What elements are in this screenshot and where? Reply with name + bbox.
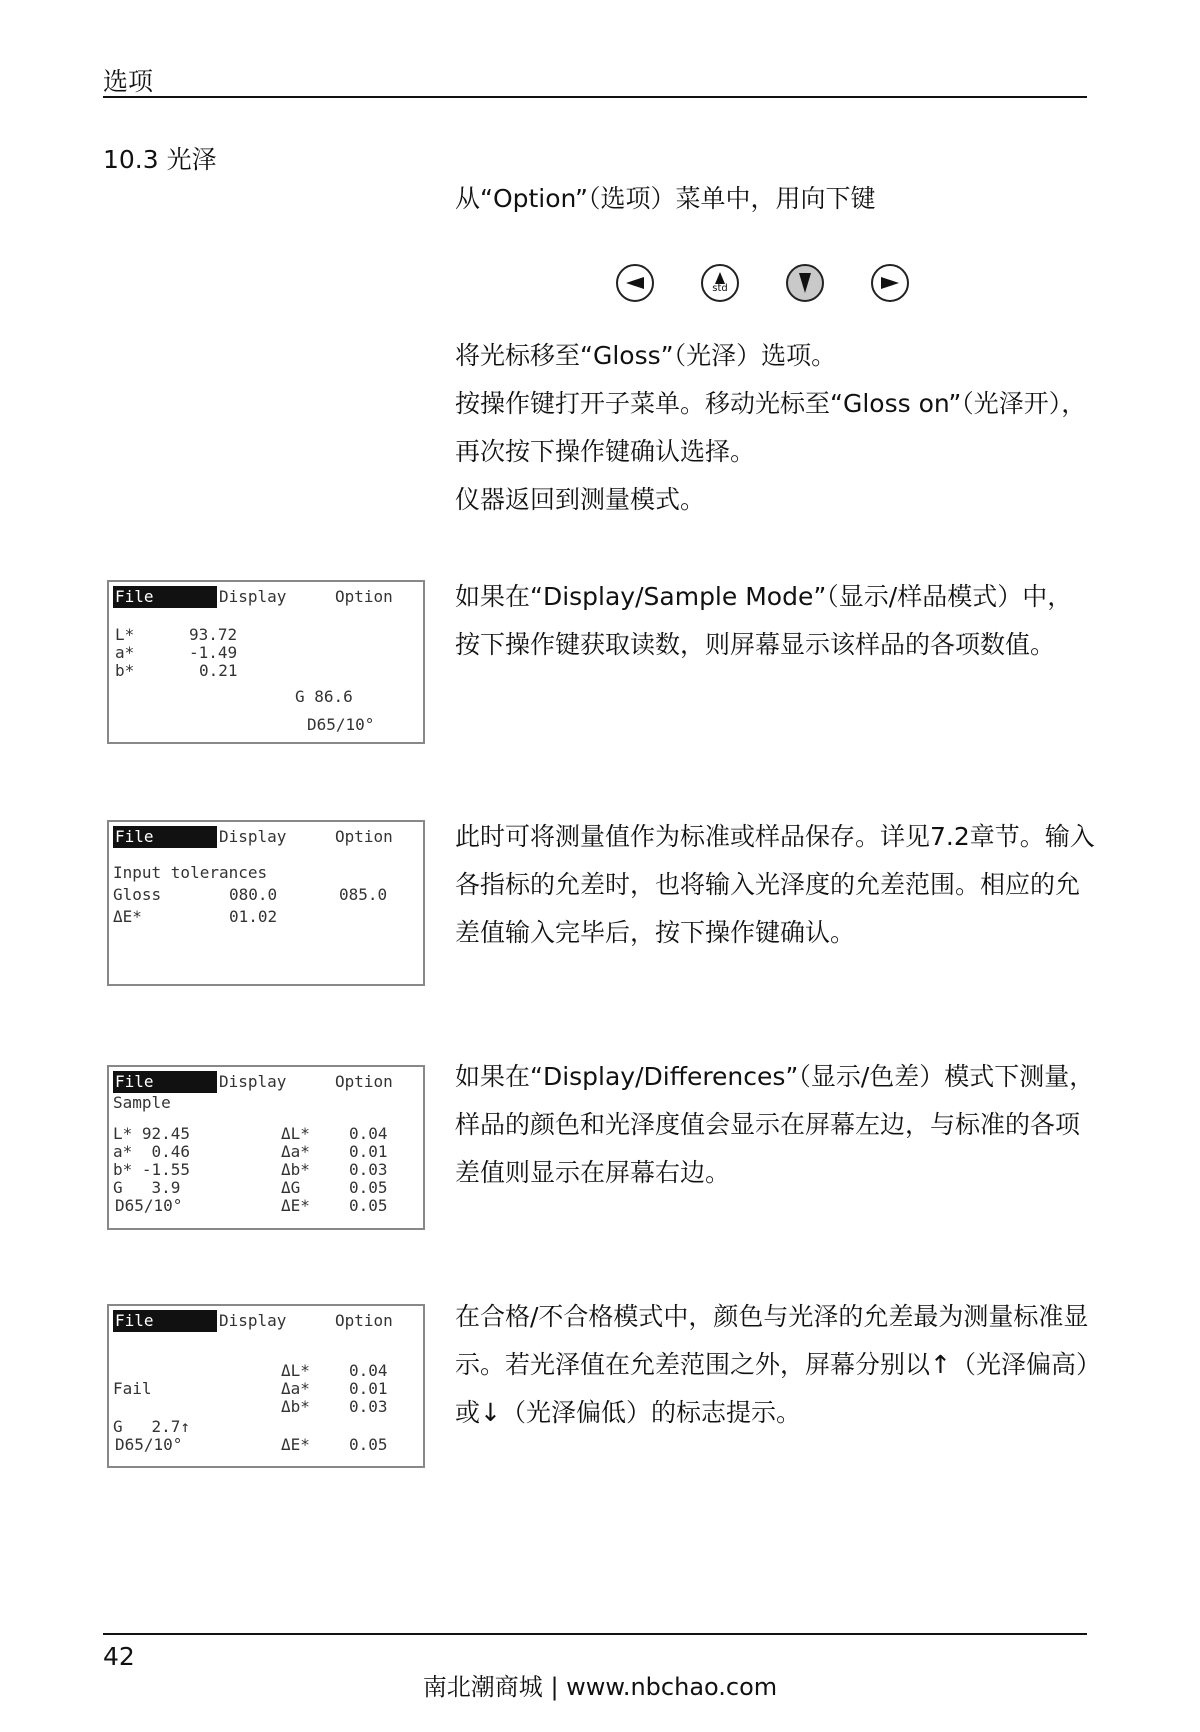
lcd-diff-label: ΔG [281, 1178, 301, 1197]
lcd-menu-file: File [113, 586, 217, 608]
paragraph-differences-text: 如果在“Display/Differences”（显示/色差）模式下测量，样品的颜色和光泽度值会显示在屏幕左边，与标准的各项差值则显示在屏幕右边。 [455, 1062, 1095, 1187]
lcd-diff-label: ΔL* [281, 1361, 310, 1380]
std-up-key [701, 264, 739, 302]
lcd-screen-tolerances [107, 820, 425, 986]
paragraph-sample-mode [455, 573, 1095, 669]
lcd-sample-title: Sample [113, 1093, 171, 1112]
step-1: 将光标移至“Gloss”（光泽）选项。 [455, 341, 837, 370]
lcd-screen-sample-mode [107, 580, 425, 744]
watermark: 南北潮商城 | www.nbchao.com [422, 1673, 778, 1701]
lcd-b-label: b* [115, 661, 135, 680]
paragraph-pass-fail [455, 1293, 1095, 1437]
lcd-diff-label: Δa* [281, 1379, 310, 1398]
std-label: std [712, 283, 728, 294]
page-number: 42 [103, 1642, 135, 1671]
lcd-diff-value: 0.04 [349, 1124, 388, 1143]
lcd-diff-label: ΔL* [281, 1124, 310, 1143]
lcd-diff-label: Δa* [281, 1142, 310, 1161]
down-arrow-icon [798, 272, 812, 294]
lcd-b-value: 0.21 [199, 661, 238, 680]
lcd-left-value: a* 0.46 [113, 1142, 191, 1161]
lcd-menu-option: Option [335, 1072, 393, 1091]
lcd-diff-value: 0.01 [349, 1142, 388, 1161]
lcd-gloss-low: 080.0 [229, 885, 278, 904]
paragraph-tolerances-text: 此时可将测量值作为标准或样品保存。详见7.2章节。输入各指标的允差时，也将输入光泽度的允差范围。相应的允差值输入完毕后，按下操作键确认。 [455, 822, 1095, 947]
lcd-left-value: G 3.9 [113, 1178, 181, 1197]
lcd-l-value: 93.72 [189, 625, 238, 644]
lcd-menu-file: File [113, 1310, 217, 1332]
lcd-menu-option: Option [335, 1311, 393, 1330]
lcd-gloss-value: G 86.6 [295, 687, 353, 706]
lcd-diff-label: Δb* [281, 1397, 310, 1416]
intro-line-text: 从“Option”（选项）菜单中，用向下键 [455, 184, 876, 213]
running-header: 选项 [103, 67, 154, 96]
lcd-a-label: a* [115, 643, 135, 662]
lcd-diff-value: 0.03 [349, 1397, 388, 1416]
lcd-menu-display: Display [219, 587, 287, 606]
lcd-left-value: b* -1.55 [113, 1160, 191, 1179]
lcd-menubar [111, 826, 421, 848]
lcd-diff-value: 0.05 [349, 1435, 388, 1454]
left-arrow-icon [625, 276, 645, 290]
header-divider [103, 96, 1087, 98]
down-arrow-key [786, 264, 824, 302]
lcd-diff-label: ΔE* [281, 1196, 310, 1215]
lcd-menubar [111, 586, 421, 608]
footer-divider [103, 1633, 1087, 1635]
lcd-diff-value: 0.05 [349, 1178, 388, 1197]
lcd-fail-status: Fail [113, 1379, 152, 1398]
paragraph-pass-fail-text: 在合格/不合格模式中，颜色与光泽的允差最为测量标准显示。若光泽值在允差范围之外，屏幕分别以↑（光泽偏高）或↓（光泽偏低）的标志提示。 [455, 1302, 1089, 1427]
lcd-de-value: 01.02 [229, 907, 278, 926]
lcd-menu-option: Option [335, 827, 393, 846]
lcd-menubar [111, 1310, 421, 1332]
lcd-diff-label: ΔE* [281, 1435, 310, 1454]
right-arrow-key [871, 264, 909, 302]
lcd-screen-differences [107, 1065, 425, 1230]
left-arrow-key [616, 264, 654, 302]
section-heading: 10.3 光泽 [103, 145, 217, 174]
lcd-left-value: L* 92.45 [113, 1124, 191, 1143]
lcd-diff-label: Δb* [281, 1160, 310, 1179]
lcd-illuminant: D65/10° [307, 715, 375, 734]
step-2: 按操作键打开子菜单。移动光标至“Gloss on”（光泽开），再次按下操作键确认选择。 [455, 389, 1087, 466]
paragraph-tolerances [455, 813, 1095, 957]
lcd-l-label: L* [115, 625, 135, 644]
lcd-de-label: ΔE* [113, 907, 142, 926]
paragraph-differences [455, 1053, 1095, 1197]
lcd-illuminant: D65/10° [115, 1435, 183, 1454]
lcd-menubar [111, 1071, 421, 1093]
lcd-diff-value: 0.01 [349, 1379, 388, 1398]
lcd-diff-value: 0.03 [349, 1160, 388, 1179]
lcd-screen-pass-fail [107, 1304, 425, 1468]
lcd-menu-file: File [113, 1071, 217, 1093]
lcd-gloss-high-indicator: G 2.7↑ [113, 1417, 191, 1436]
keypad-keys [616, 264, 916, 308]
intro-steps [455, 332, 1095, 524]
paragraph-sample-mode-text: 如果在“Display/Sample Mode”（显示/样品模式）中，按下操作键获取读数，则屏幕显示该样品的各项数值。 [455, 582, 1073, 659]
right-arrow-icon [880, 276, 900, 290]
lcd-menu-display: Display [219, 827, 287, 846]
lcd-menu-file: File [113, 826, 217, 848]
lcd-menu-display: Display [219, 1072, 287, 1091]
lcd-a-value: -1.49 [189, 643, 238, 662]
step-3: 仪器返回到测量模式。 [455, 485, 706, 514]
lcd-diff-value: 0.05 [349, 1196, 388, 1215]
lcd-menu-display: Display [219, 1311, 287, 1330]
lcd-diff-value: 0.04 [349, 1361, 388, 1380]
lcd-gloss-high: 085.0 [339, 885, 388, 904]
lcd-menu-option: Option [335, 587, 393, 606]
lcd-gloss-label: Gloss [113, 885, 162, 904]
intro-line [455, 175, 1095, 223]
lcd-tolerances-title: Input tolerances [113, 863, 268, 882]
lcd-left-value: D65/10° [115, 1196, 183, 1215]
